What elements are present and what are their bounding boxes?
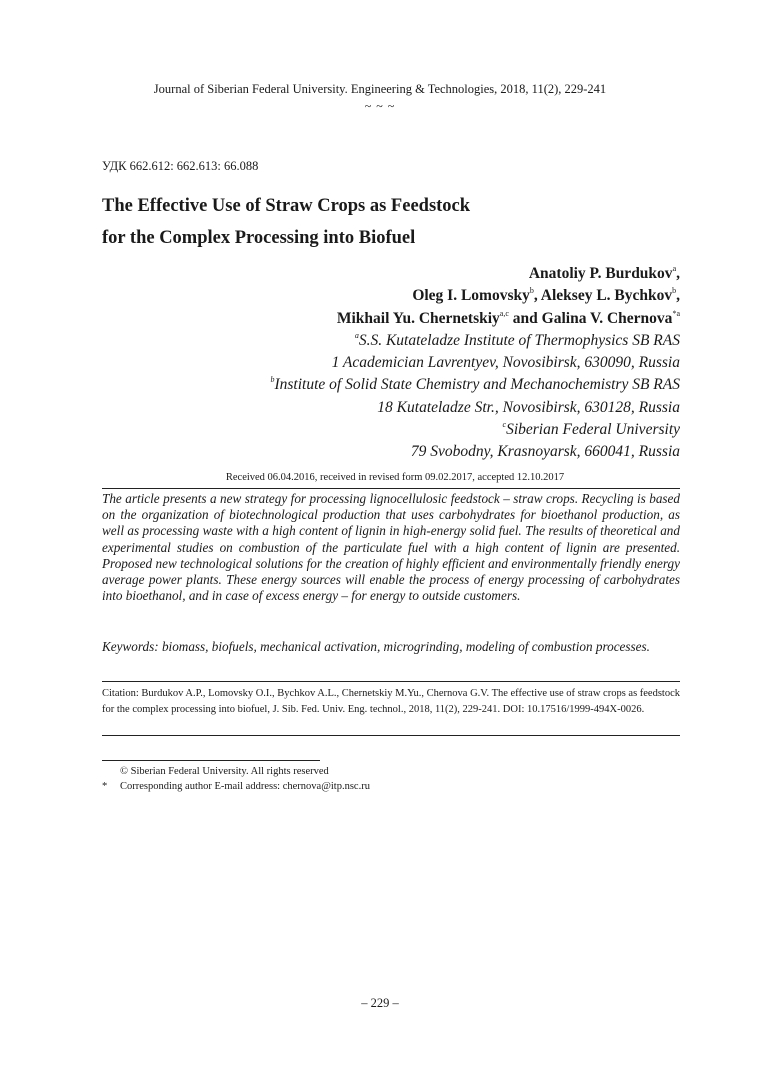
affiliation-text: S.S. Kutateladze Institute of Thermophysics SB RAS	[358, 331, 680, 349]
author-name: Mikhail Yu. Chernetskiy	[336, 309, 500, 327]
author-block	[270, 263, 680, 464]
affiliation-sup: a	[354, 330, 359, 340]
author-name: Anatoliy P. Burdukov	[528, 265, 673, 282]
separator: and	[512, 309, 538, 327]
affiliation-c-line-2: 79 Svobodny, Krasnoyarsk, 660041, Russia	[410, 443, 680, 461]
author-name: Galina V. Chernova	[541, 309, 673, 327]
separator: ,	[533, 287, 538, 305]
author-sup: a	[672, 264, 677, 273]
divider	[102, 488, 680, 489]
author-sup: b	[672, 286, 677, 296]
received-dates: Received 06.04.2016, received in revised form 09.02.2017, accepted 12.10.2017	[225, 472, 565, 483]
affiliation-sup: c	[502, 420, 507, 430]
footnote-copyright	[102, 766, 329, 777]
author-name: Aleksey L. Bychkov	[540, 287, 673, 305]
affiliation-a-line-1	[270, 330, 680, 352]
affiliation-text: Siberian Federal University	[506, 421, 680, 439]
footnote-text: Corresponding author E-mail address: chernova@itp.nsc.ru	[120, 781, 370, 792]
separator: ,	[676, 287, 680, 305]
footnote-corresponding	[102, 781, 370, 792]
affiliation-sup: b	[270, 375, 275, 385]
author-name: Oleg I. Lomovsky	[412, 287, 530, 305]
affiliation-text: Institute of Solid State Chemistry and Mechanochemistry SB RAS	[274, 376, 680, 394]
page-number: – 229 –	[361, 996, 399, 1010]
journal-header: Journal of Siberian Federal University. Engineering & Technologies, 2018, 11(2), 229-241	[153, 82, 607, 96]
affiliation-c-line-1	[270, 419, 680, 441]
udk-code: УДК 662.612: 662.613: 66.088	[102, 159, 259, 173]
author-sup: a,c	[499, 308, 509, 318]
header-ornament: ~ ~ ~	[364, 99, 396, 113]
author-line-2	[270, 285, 680, 307]
article-title-line-2: for the Complex Processing into Biofuel	[102, 228, 416, 248]
keywords: Keywords: biomass, biofuels, mechanical activation, microgrinding, modeling of combustion processes.	[102, 639, 650, 654]
citation: Citation: Burdukov A.P., Lomovsky O.I., Bychkov A.L., Chernetskiy M.Yu., Chernova G.V. The effective use of straw crops as feedstock for the complex processing into biofuel, J. Sib. Fed. Univ. Eng. technol., 2018, 11(2), 229-241. DOI: 10.17516/1999-494X-0026.	[102, 688, 681, 715]
affiliation-b-line-1	[270, 374, 680, 396]
author-sup: b	[529, 286, 534, 296]
separator: ,	[676, 265, 680, 282]
author-line-1	[270, 263, 680, 285]
footnote-text: © Siberian Federal University. All rights reserved	[120, 766, 329, 777]
abstract: The article presents a new strategy for processing lignocellulosic feedstock – straw crops. Recycling is based on the organization of biotechnological production that uses carbohydrates for bioethanol production, as well as processing waste with a high content of lignin in high-energy solid fuel. The results of theoretical and experimental studies on combustion of the particulate fuel with a high content of lignin are presented. Proposed new technological solutions for the creation of highly efficient and environmentally friendly energy average power plants. These energy sources will enable the process of energy processing of carbohydrates into bioethanol, and in case of excess energy – for energy to outside customers.	[102, 491, 680, 604]
affiliation-b-line-2: 18 Kutateladze Str., Novosibirsk, 630128, Russia	[377, 398, 680, 416]
article-title-line-1: The Effective Use of Straw Crops as Feedstock	[102, 196, 471, 216]
affiliation-a-line-2: 1 Academician Lavrentyev, Novosibirsk, 630090, Russia	[331, 354, 680, 372]
footnote-star: *	[102, 781, 108, 792]
divider	[102, 735, 680, 736]
author-line-3	[270, 308, 680, 330]
footnote-rule	[102, 760, 320, 761]
divider	[102, 681, 680, 682]
author-sup: *a	[672, 308, 680, 318]
